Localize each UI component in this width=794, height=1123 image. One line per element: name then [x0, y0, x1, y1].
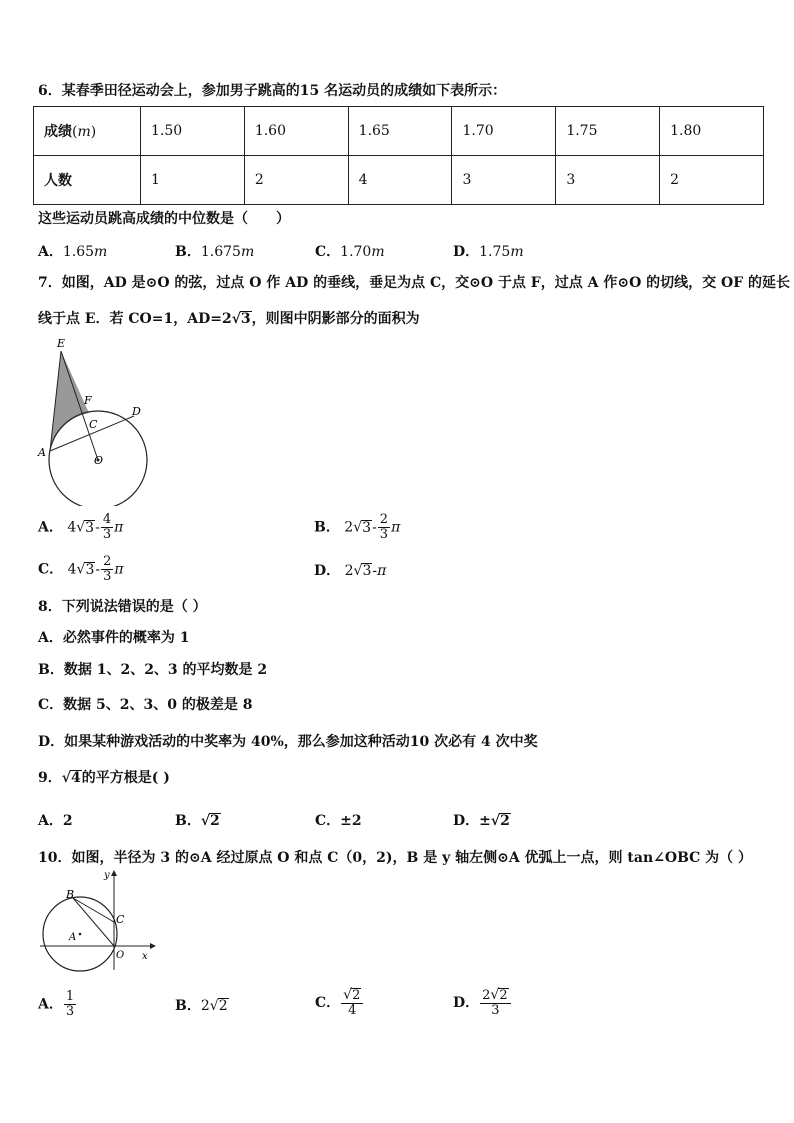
q7-option-b: B． 2√3- $\frac{2}{3}$ π: [314, 512, 401, 542]
q9-option-d: D．±√2: [453, 813, 510, 829]
table-cell: 1.80: [660, 107, 764, 156]
table-cell: 人数: [34, 156, 141, 205]
q9-option-a: A．2: [38, 813, 73, 829]
q9-option-c: C．±2: [315, 813, 362, 829]
q7-stem-line1: 7．如图，AD 是⊙O 的弦，过点 O 作 AD 的垂线，垂足为点 C，交⊙O 于点 F，过点 A 作⊙O 的切线，交 OF 的延长: [38, 275, 791, 291]
line-bo: [73, 898, 114, 946]
q10-option-c: C． $\frac{√2}{4}$: [315, 988, 364, 1018]
q6-question: 这些运动员跳高成绩的中位数是（ ）: [38, 211, 290, 227]
q8-option-c: C．数据 5、2、3、0 的极差是 8: [38, 697, 253, 713]
x-arrow-icon: [150, 943, 156, 949]
q10-coordinate-figure: [38, 868, 156, 972]
q6-option-b: B．1.675m: [175, 244, 255, 260]
label-b: B: [66, 888, 75, 901]
q8-option-a: A．必然事件的概率为 1: [38, 630, 190, 646]
q10-stem: 10．如图，半径为 3 的⊙A 经过原点 O 和点 C（0，2)，B 是 y 轴左侧⊙A 优弧上一点，则 tan∠OBC 为（ ）: [38, 850, 753, 866]
q10-option-a: A． $\frac{1}{3}$: [38, 989, 75, 1019]
q7-circle-figure: [34, 334, 154, 506]
q10-option-d: D． $\frac{2√2}{3}$: [453, 988, 512, 1018]
table-cell: 1.70: [452, 107, 556, 156]
table-cell: 4: [348, 156, 452, 205]
q7-stem-line2: 线于点 E．若 CO=1，AD=2√3，则图中阴影部分的面积为: [38, 311, 420, 327]
table-cell: 1.75: [556, 107, 660, 156]
q9-option-b: B．√2: [175, 813, 220, 829]
q8-option-b: B．数据 1、2、2、3 的平均数是 2: [38, 662, 268, 678]
q8-stem: 8．下列说法错误的是（ ）: [38, 599, 207, 615]
label-a: A: [38, 446, 46, 459]
table-row: [34, 156, 764, 205]
label-o: O: [116, 950, 125, 961]
q7-option-c: C． 4√3- $\frac{2}{3}$ π: [38, 554, 124, 584]
label-f: F: [84, 394, 92, 407]
q8-option-d: D．如果某种游戏活动的中奖率为 40%，那么参加这种活动10 次必有 4 次中奖: [38, 734, 538, 750]
q6-option-d: D．1.75m: [453, 244, 524, 260]
table-cell: 成绩(m): [34, 107, 141, 156]
y-arrow-icon: [111, 870, 117, 876]
q7-option-d: D． 2√3-π: [314, 563, 387, 579]
table-cell: 2: [660, 156, 764, 205]
label-x: x: [142, 951, 148, 962]
table-cell: 1: [141, 156, 245, 205]
table-cell: 2: [244, 156, 348, 205]
label-c: C: [116, 913, 125, 926]
label-o: O: [94, 454, 104, 467]
q6-stem: 6．某春季田径运动会上，参加男子跳高的15 名运动员的成绩如下表所示：: [38, 83, 507, 99]
table-cell: 1.60: [244, 107, 348, 156]
q9-stem: 9．√4的平方根是( ): [38, 770, 170, 786]
table-row: [34, 107, 764, 156]
table-cell: 1.50: [141, 107, 245, 156]
label-a: A: [69, 932, 77, 943]
q6-option-a: A．1.65m: [38, 244, 108, 260]
q10-option-b: B．2√2: [175, 998, 228, 1014]
table-cell: 3: [556, 156, 660, 205]
q6-score-table: [33, 106, 764, 205]
center-a-point: [79, 933, 82, 936]
table-cell: 3: [452, 156, 556, 205]
label-y: y: [104, 870, 110, 881]
label-d: D: [132, 405, 141, 418]
label-e: E: [57, 337, 66, 350]
table-cell: 1.65: [348, 107, 452, 156]
q7-option-a: A． 4√3- $\frac{4}{3}$ π: [38, 512, 124, 542]
label-c: C: [89, 418, 98, 431]
q6-option-c: C．1.70m: [315, 244, 385, 260]
